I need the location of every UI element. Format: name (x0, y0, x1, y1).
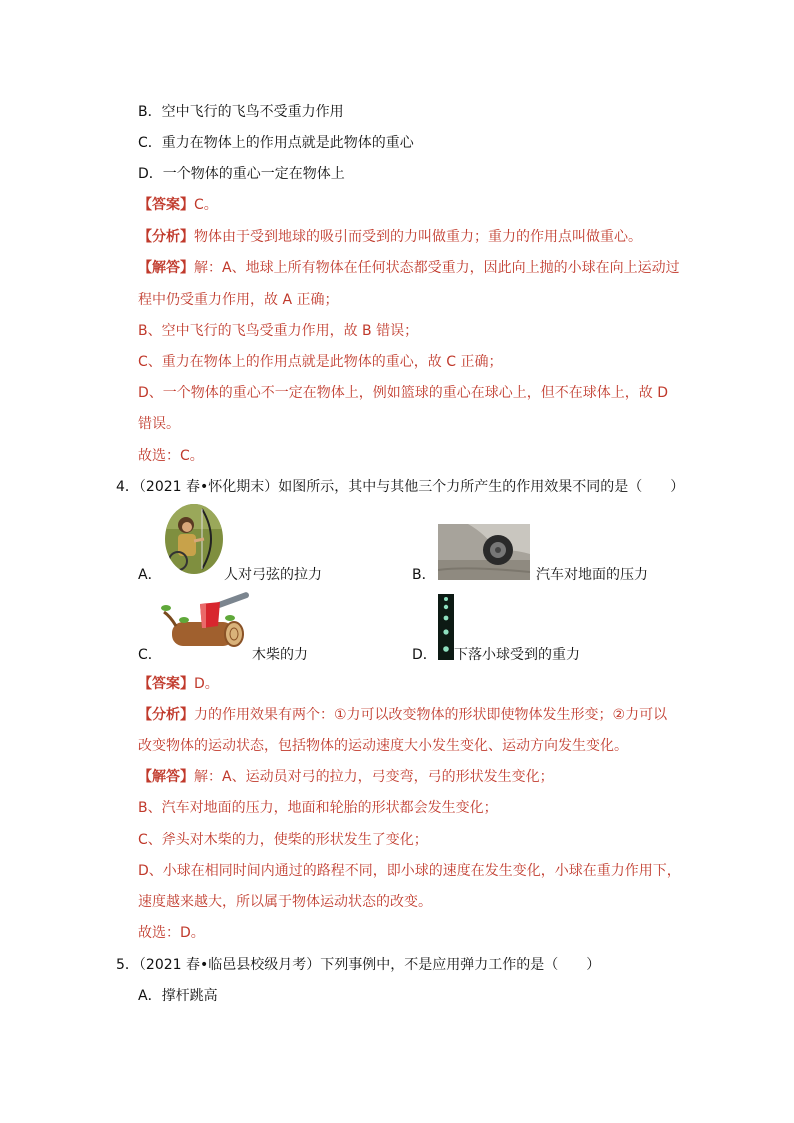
q3-analysis (138, 227, 642, 247)
q3-solution-6: 错误。 (138, 416, 180, 432)
q3-solution-1 (138, 258, 680, 278)
q4-solution-1 (138, 767, 554, 787)
solution-tag: 【解答】 (138, 769, 194, 785)
q5-stem: 5．（2021 春•临邑县校级月考）下列事例中，不是应用弹力工作的是（ ） (116, 957, 601, 973)
q4-option-d-letter: D． (412, 647, 437, 663)
q4-solution-4: D、小球在相同时间内通过的路程不同，即小球的速度在发生变化，小球在重力作用下， (138, 863, 681, 879)
answer-text: D。 (194, 676, 219, 692)
q3-solution-4: C、重力在物体上的作用点就是此物体的重心，故 C 正确； (138, 354, 503, 370)
q4-analysis-1 (138, 705, 667, 725)
q4-answer (138, 674, 219, 694)
analysis-text: 力的作用效果有两个：①力可以改变物体的形状即使物体发生形变；②力可以 (194, 707, 668, 723)
solution-tag: 【解答】 (138, 260, 194, 276)
answer-tag: 【答案】 (138, 197, 194, 213)
axe-log-image (160, 590, 252, 656)
q4-option-b-letter: B． (412, 567, 436, 583)
q4-analysis-2: 改变物体的运动状态，包括物体的运动速度大小发生变化、运动方向发生变化。 (138, 738, 628, 754)
analysis-text: 物体由于受到地球的吸引而受到的力叫做重力；重力的作用点叫做重心。 (194, 229, 642, 245)
q3-solution-2: 程中仍受重力作用，故 A 正确； (138, 292, 339, 308)
analysis-tag: 【分析】 (138, 229, 194, 245)
q3-option-b: B．空中飞行的飞鸟不受重力作用 (138, 104, 344, 120)
q4-option-a-text: 人对弓弦的拉力 (224, 567, 322, 583)
q3-solution-3: B、空中飞行的飞鸟受重力作用，故 B 错误； (138, 323, 419, 339)
q4-solution-2: B、汽车对地面的压力，地面和轮胎的形状都会发生变化； (138, 800, 498, 816)
q4-choice: 故选：D。 (138, 925, 205, 941)
q3-answer (138, 195, 218, 215)
q5-option-a: A．撑杆跳高 (138, 988, 218, 1004)
q4-stem: 4．（2021 春•怀化期末）如图所示，其中与其他三个力所产生的作用效果不同的是（ ） (116, 479, 685, 495)
q3-solution-5: D、一个物体的重心不一定在物体上，例如篮球的重心在球心上，但不在球体上，故 D (138, 385, 669, 401)
archer-image (164, 503, 224, 575)
q4-option-c-letter: C． (138, 647, 162, 663)
q4-solution-5: 速度越来越大，所以属于物体运动状态的改变。 (138, 894, 432, 910)
q4-option-d-text: 下落小球受到的重力 (454, 647, 580, 663)
analysis-tag: 【分析】 (138, 707, 194, 723)
solution-text: 解：A、运动员对弓的拉力，弓变弯，弓的形状发生变化； (194, 769, 554, 785)
solution-text: 解：A、地球上所有物体在任何状态都受重力，因此向上抛的小球在向上运动过 (194, 260, 680, 276)
q3-option-d: D．一个物体的重心一定在物体上 (138, 166, 345, 182)
q4-option-b-text: 汽车对地面的压力 (536, 567, 648, 583)
q4-option-c-text: 木柴的力 (252, 647, 308, 663)
answer-text: C。 (194, 197, 218, 213)
q4-solution-3: C、斧头对木柴的力，使柴的形状发生了变化； (138, 832, 428, 848)
car-tire-image (438, 524, 530, 580)
q3-option-c: C．重力在物体上的作用点就是此物体的重心 (138, 135, 414, 151)
q4-option-a-letter: A． (138, 567, 162, 583)
falling-ball-image (438, 594, 454, 660)
answer-tag: 【答案】 (138, 676, 194, 692)
q3-choice: 故选：C。 (138, 448, 204, 464)
